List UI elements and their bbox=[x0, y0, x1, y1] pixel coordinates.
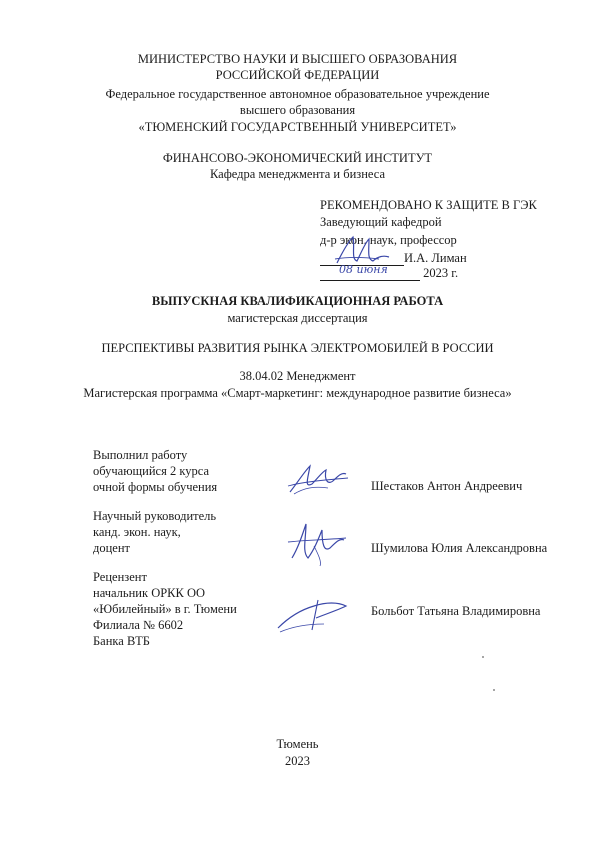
author-role-line: очной формы обучения bbox=[93, 480, 218, 494]
institution-type-line-2: высшего образования bbox=[239, 103, 356, 117]
supervisor-signature bbox=[284, 518, 354, 568]
approval-year: 2023 г. bbox=[423, 266, 459, 280]
author-role-line: Выполнил работу bbox=[93, 448, 188, 462]
author-signature bbox=[284, 462, 354, 498]
specialty-code: 38.04.02 Менеджмент bbox=[239, 369, 356, 383]
work-title: ПЕРСПЕКТИВЫ РАЗВИТИЯ РЫНКА ЭЛЕКТРОМОБИЛЕЙ В РОССИИ bbox=[101, 341, 494, 355]
institution-type-line-1: Федеральное государственное автономное образовательное учреждение bbox=[105, 87, 490, 101]
supervisor-name: Шумилова Юлия Александровна bbox=[371, 541, 548, 555]
institute-name: ФИНАНСОВО-ЭКОНОМИЧЕСКИЙ ИНСТИТУТ bbox=[162, 151, 433, 165]
reviewer-signature bbox=[274, 596, 354, 636]
ministry-line: МИНИСТЕРСТВО НАУКИ И ВЫСШЕГО ОБРАЗОВАНИЯ bbox=[137, 52, 458, 66]
reviewer-role-line: «Юбилейный» в г. Тюмени bbox=[93, 602, 237, 616]
country-line: РОССИЙСКОЙ ФЕДЕРАЦИИ bbox=[215, 68, 380, 82]
approval-position: Заведующий кафедрой bbox=[320, 215, 442, 229]
reviewer-name: Больбот Татьяна Владимировна bbox=[371, 604, 541, 618]
reviewer-role-line: Филиала № 6602 bbox=[93, 618, 184, 632]
supervisor-role-line: Научный руководитель bbox=[93, 509, 217, 523]
author-role-line: обучающийся 2 курса bbox=[93, 464, 210, 478]
footer-year: 2023 bbox=[285, 754, 310, 768]
footer-city: Тюмень bbox=[276, 737, 319, 751]
supervisor-role-line: канд. экон. наук, bbox=[93, 525, 181, 539]
approver-signature bbox=[333, 233, 393, 267]
scan-speck bbox=[493, 689, 495, 691]
handwritten-date: 08 июня bbox=[339, 263, 388, 276]
work-subtype: магистерская диссертация bbox=[227, 311, 368, 325]
university-name: «ТЮМЕНСКИЙ ГОСУДАРСТВЕННЫЙ УНИВЕРСИТЕТ» bbox=[138, 120, 457, 134]
scan-speck bbox=[482, 656, 484, 658]
supervisor-role-line: доцент bbox=[93, 541, 130, 555]
supervisor-role bbox=[93, 508, 216, 556]
reviewer-role-line: Банка ВТБ bbox=[93, 634, 150, 648]
reviewer-role bbox=[93, 569, 237, 649]
reviewer-role-line: Рецензент bbox=[93, 570, 147, 584]
master-program: Магистерская программа «Смарт-маркетинг: международное развитие бизнеса» bbox=[83, 386, 512, 400]
approval-title: РЕКОМЕНДОВАНО К ЗАЩИТЕ В ГЭК bbox=[320, 198, 537, 212]
author-name: Шестаков Антон Андреевич bbox=[371, 479, 523, 493]
department-name: Кафедра менеджмента и бизнеса bbox=[209, 167, 386, 181]
approval-signer: И.А. Лиман bbox=[404, 251, 467, 265]
reviewer-role-line: начальник ОРКК ОО bbox=[93, 586, 206, 600]
work-type: ВЫПУСКНАЯ КВАЛИФИКАЦИОННАЯ РАБОТА bbox=[151, 294, 444, 308]
author-role bbox=[93, 447, 217, 495]
approval-degree: д-р экон. наук, профессор bbox=[320, 233, 457, 247]
